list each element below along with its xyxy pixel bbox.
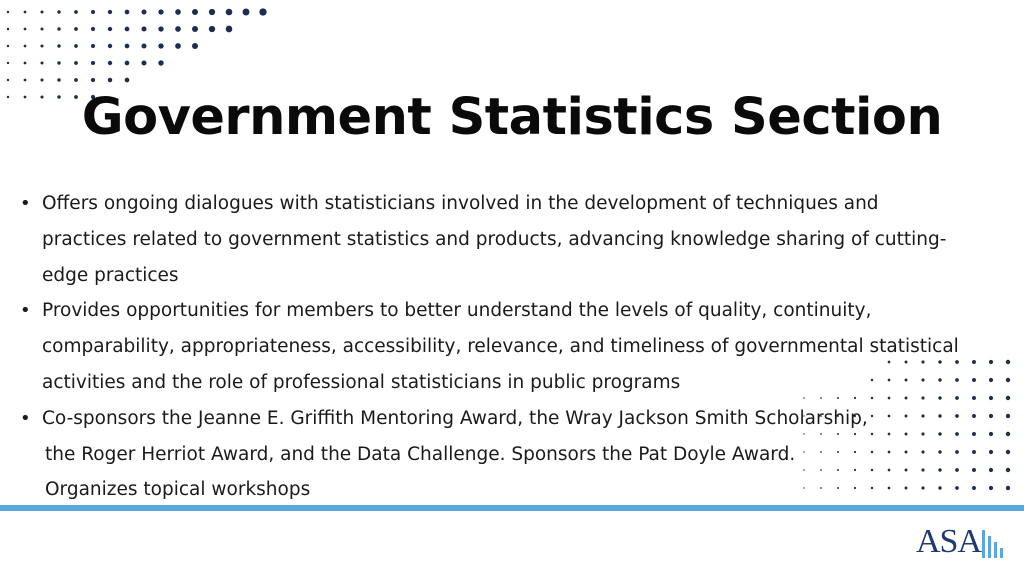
decor-dot: [989, 486, 993, 490]
decor-dot: [108, 44, 112, 48]
decor-dot: [74, 61, 78, 65]
decor-dot: [989, 396, 993, 400]
bullet-line: Provides opportunities for members to better understand the levels of quality, continuity,: [42, 300, 872, 322]
decor-dot: [226, 26, 233, 33]
decor-dot: [175, 26, 181, 32]
decor-dot: [209, 26, 215, 32]
accent-rule: [0, 505, 1024, 511]
decor-dot: [989, 468, 993, 472]
decor-dot: [125, 27, 130, 32]
decor-dot: [1006, 360, 1010, 364]
decor-dot: [91, 44, 95, 48]
bullet-item: [20, 186, 980, 293]
decor-dot: [209, 9, 215, 15]
decor-dot: [108, 78, 112, 82]
decor-dot: [40, 44, 43, 47]
decor-dot: [74, 78, 78, 82]
logo-text: ASA: [916, 523, 982, 560]
decor-dot: [989, 414, 993, 418]
decor-dot: [125, 10, 130, 15]
decor-dot: [259, 8, 266, 15]
top-left-dot-pattern: [7, 8, 267, 99]
decor-dot: [57, 44, 60, 47]
decor-dot: [175, 43, 181, 49]
decor-dot: [24, 62, 27, 65]
decor-dot: [108, 10, 112, 14]
slide-title: Government Statistics Section: [81, 88, 943, 147]
decor-dot: [125, 61, 130, 66]
decor-dot: [40, 27, 43, 30]
bullet-dot-icon: •: [20, 300, 31, 322]
decor-dot: [91, 10, 95, 14]
decor-dot: [24, 45, 27, 48]
decor-dot: [158, 60, 163, 65]
decor-dot: [125, 44, 130, 49]
decor-dot: [192, 26, 198, 32]
bullet-item: [20, 293, 980, 400]
decor-dot: [74, 44, 78, 48]
decor-dot: [1006, 378, 1010, 382]
decor-dot: [989, 360, 993, 364]
decor-dot: [141, 43, 146, 48]
decor-dot: [57, 27, 60, 30]
bullet-line: practices related to government statistics and products, advancing knowledge sharing of cutting-: [42, 228, 947, 250]
decor-dot: [7, 62, 9, 64]
decor-dot: [125, 78, 130, 83]
decor-dot: [91, 27, 95, 31]
decor-dot: [243, 9, 250, 16]
decor-dot: [158, 9, 163, 14]
decor-dot: [1006, 396, 1010, 400]
decor-dot: [192, 9, 198, 15]
decor-dot: [989, 432, 993, 436]
decor-dot: [1006, 432, 1010, 436]
decor-dot: [24, 79, 27, 82]
decor-dot: [989, 450, 993, 454]
decor-dot: [57, 78, 60, 81]
decor-dot: [158, 26, 163, 31]
decor-dot: [7, 79, 9, 81]
decor-dot: [1006, 450, 1010, 454]
decor-dot: [24, 28, 27, 31]
decor-dot: [1006, 486, 1010, 490]
decor-dot: [7, 45, 9, 47]
decor-dot: [192, 43, 198, 49]
decor-dot: [175, 9, 181, 15]
bullet-line: edge practices: [42, 264, 179, 286]
decor-dot: [74, 10, 78, 14]
bullet-dot-icon: •: [20, 193, 31, 214]
logo-bars-icon: [916, 522, 1016, 562]
decor-dot: [989, 378, 993, 382]
bullet-dot-icon: •: [20, 407, 31, 429]
decor-dot: [57, 10, 60, 13]
decor-dot: [91, 78, 95, 82]
decor-dot: [7, 11, 9, 13]
decor-dot: [158, 43, 163, 48]
decor-dot: [24, 11, 27, 14]
bullet-line: comparability, appropriateness, accessibility, relevance, and timeliness of governmental statistical: [42, 336, 959, 358]
asa-logo: [916, 522, 1016, 562]
decor-dot: [40, 61, 43, 64]
decor-dot: [141, 60, 146, 65]
decor-dot: [142, 10, 147, 15]
decor-dot: [40, 10, 43, 13]
bullet-line: Offers ongoing dialogues with statisticians involved in the development of techniques and: [42, 193, 879, 214]
bullet-line: activities and the role of professional statisticians in public programs: [42, 371, 681, 393]
bullet-list: [20, 186, 980, 508]
decor-dot: [74, 27, 78, 31]
decor-dot: [1006, 468, 1010, 472]
decor-dot: [108, 61, 112, 65]
decor-dot: [1006, 414, 1010, 418]
decor-dot: [91, 61, 95, 65]
decor-dot: [108, 27, 112, 31]
bullet-line: Organizes topical workshops: [45, 479, 311, 501]
bullet-line: the Roger Herriot Award, and the Data Challenge. Sponsors the Pat Doyle Award.: [45, 443, 796, 465]
decor-dot: [57, 61, 60, 64]
bullet-line: Co-sponsors the Jeanne E. Griffith Mentoring Award, the Wray Jackson Smith Scholarship,: [42, 407, 868, 429]
decor-dot: [141, 26, 146, 31]
decor-dot: [7, 28, 9, 30]
decor-dot: [226, 9, 233, 16]
decor-dot: [40, 78, 43, 81]
bullet-item: [20, 401, 980, 508]
